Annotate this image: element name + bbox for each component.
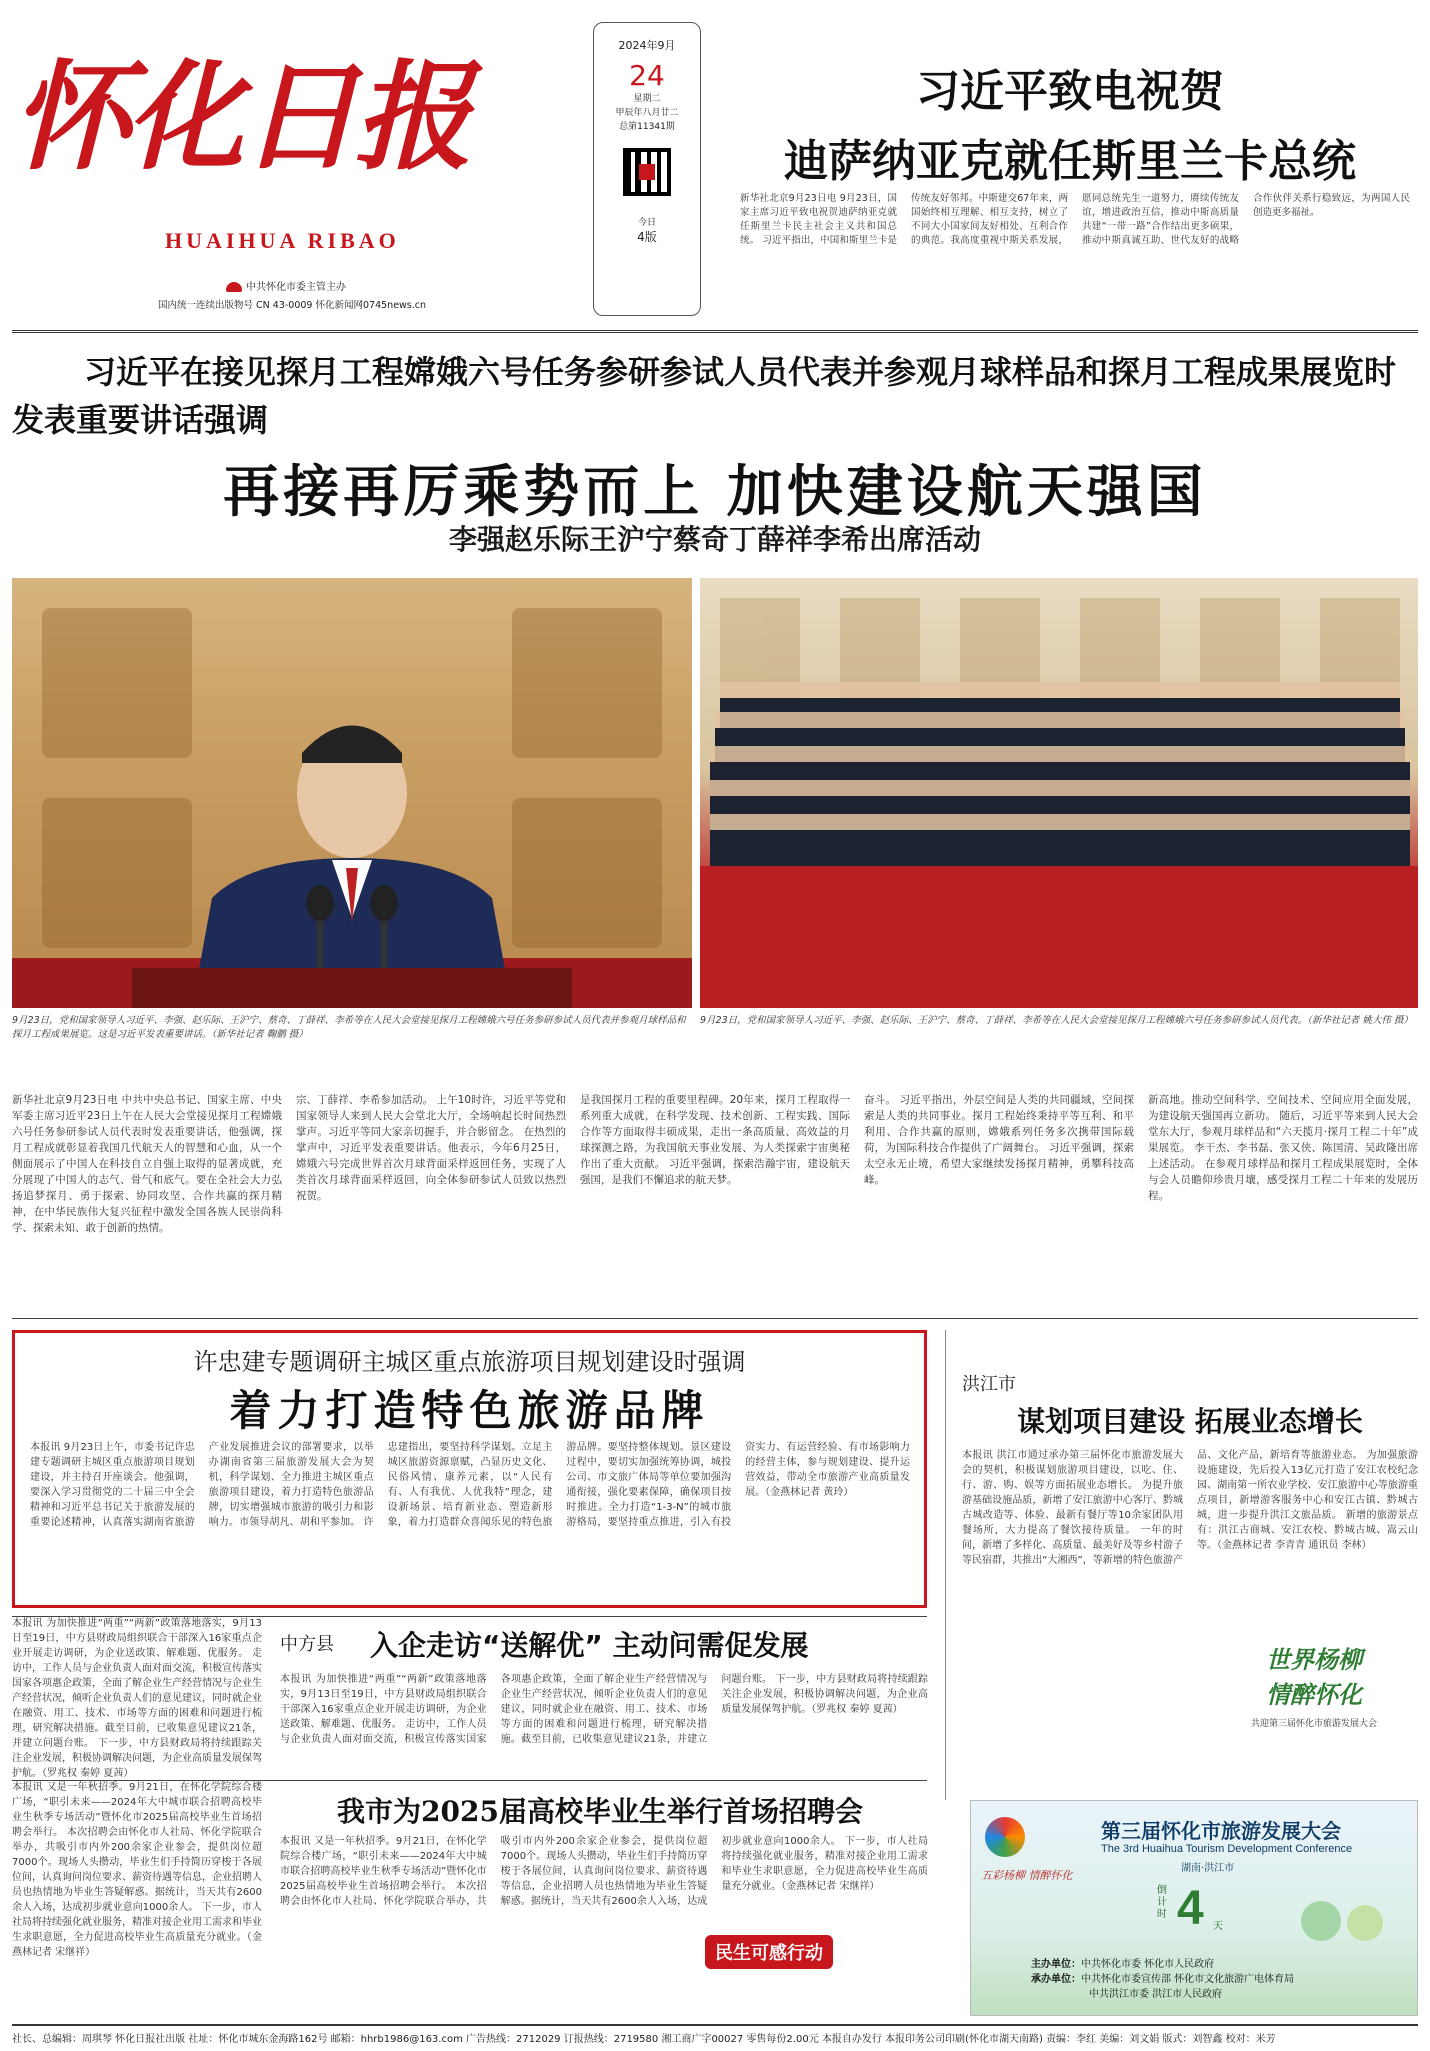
photo-group: [700, 578, 1418, 1008]
date-box: [593, 22, 701, 316]
lead2-headline: 再接再厉乘势而上 加快建设航天强国: [223, 460, 1207, 525]
date-year-month: 2024年9月: [618, 39, 676, 52]
tourism-body: 本报讯 9月23日上午，市委书记许忠建专题调研主城区重点旅游项目规划建设，并主持召开座谈会。他强调，要深入学习贯彻党的二十届三中全会精神和习近平总书记关于旅游发展的重要论述精神，认真落实湖南省旅游产业发展推进会议的部署要求，以举办湖南省第三届旅游发展大会为契机，科学谋划、全力推进主城区重点旅游项目建设，着力打造特色旅游品牌，切实增强城市旅游的吸引力和影响力。市领导胡凡、胡和平参加。 许忠建指出，要坚持科学谋划。立足主城区旅游资源禀赋，凸显历史文化、民俗风情、康养元素，以“人民有有、人有我优、人优我特”理念，建设新场景、培育新业态、塑造新形象，着力打造群众喜闻乐见的特色旅游品牌。要坚持整体规划。景区建设过程中，要切实加强统筹协调，城投公司、市文旅广体局等单位要加强沟通衔接，强化要素保障，确保项目按时推进。全力打造“1-3-N”的城市旅游格局，要坚持重点推进，引入有投资实力、有运营经验、有市场影响力的经营主体，参与规划建设、提升运营效益，带动全市旅游产业高质量发展。（金燕林记者 黄玲）: [30, 1442, 910, 1528]
lead2-kicker: 习近平在接见探月工程嫦娥六号任务参研参试人员代表并参观月球样品和探月工程成果展览时发表重要讲话强调: [12, 353, 1397, 439]
host-names: 中共怀化市委宣传部 怀化市文化旅游广电体育局: [1081, 1974, 1295, 1985]
photo-speech: [12, 578, 692, 1008]
mascot-icon: [1301, 1901, 1341, 1941]
conference-organizers: 主办单位：中共怀化市委 怀化市人民政府 承办单位：中共怀化市委宣传部 怀化市文化旅游广电体育局 中共洪江市委 洪江市人民政府: [1031, 1959, 1295, 2000]
qr-code-icon[interactable]: [623, 148, 671, 196]
countdown-value: 4: [1177, 1882, 1204, 1935]
conference-slogan: 五彩杨柳 情醉怀化: [981, 1869, 1073, 1882]
publisher-logo-icon: [226, 282, 242, 292]
lead2-subhead: 李强赵乐际王沪宁蔡奇丁薛祥李希出席活动: [448, 523, 981, 556]
organizer-names: 中共怀化市委 怀化市人民政府: [1081, 1959, 1215, 1970]
jobs-headline: 我市为2025届高校毕业生举行首场招聘会: [337, 1795, 863, 1828]
zhongfang-place: 中方县: [280, 1634, 334, 1655]
countdown-label: 倒计时: [1157, 1885, 1167, 1920]
jobs-badge: [705, 1935, 833, 1969]
conference-logo-icon: [985, 1817, 1025, 1857]
lead1-body: 新华社北京9月23日电 9月23日，国家主席习近平致电祝贺迪萨纳亚克就任斯里兰卡民主社会主义共和国总统。 习近平指出，中国和斯里兰卡是传统友好邻邦。中斯建交67年来，两国始终相互理解、相互支持，树立了不同大小国家间友好相处、互利合作的典范。我高度重视中斯关系发展，愿同总统先生一道努力，赓续传统友谊，增进政治互信，推动中斯高质量共建“一带一路”合作结出更多硕果，推动中斯真诚互助、世代友好的战略合作伙伴关系行稳致远，为两国人民创造更多福祉。: [740, 193, 1410, 246]
mascot-2-icon: [1347, 1905, 1383, 1941]
tourism-headline: 着力打造特色旅游品牌: [229, 1386, 710, 1435]
conference-location: 湖南·洪江市: [1181, 1863, 1235, 1874]
date-lunar: 甲辰年八月廿二: [615, 108, 679, 118]
conference-title-en: The 3rd Huaihua Tourism Development Conference: [1101, 1843, 1353, 1855]
slogan-line2: 情醉怀化: [1266, 1680, 1362, 1709]
lead2-col-5: 新高地。推动空间科学、空间技术、空间应用全面发展，为建设航天强国再立新功。 随后，习近平等来到人民大会堂东大厅，参观月球样品和“六天揽月·探月工程二十年”成果展览。 李干杰、李书磊、张又侠、陈国清、吴政隆出席上述活动。 在参观月球样品和探月工程成果展览时，全体与会人员瞻仰珍贵月壤，感受探月工程二十年来的发展历程。: [1148, 1094, 1418, 1202]
zhongfang-body-left: 本报讯 为加快推进“两重”“两新”政策落地落实，9月13日至19日，中方县财政局组织联合干部深入16家重点企业开展走访调研，为企业送政策、解难题、优服务。 走访中，工作人员与企业负责人面对面交流，积极宣传落实国家各项惠企政策，全面了解企业生产经营情况与企业生产经营状况，倾听企业负责人们的意见建议，同时就企业在融资、用工、技术、市场等方面的困难和问题进行梳理，研究解决措施。截至目前，已收集意见建议21条，并建立问题台账。 下一步，中方县财政局将持续跟踪关注企业发展，积极协调解决问题，为企业高质量发展保驾护航。（罗兆权 秦婷 夏茜）: [12, 1618, 262, 1779]
lead2-col-4: 奋斗。 习近平指出，外层空间是人类的共同疆域，空间探索是人类的共同事业。探月工程始终秉持平等互利、和平利用、合作共赢的原则，嫦娥系列任务多次携带国际载荷，为国际科技合作提供了广阔舞台。 习近平强调，探索太空永无止境，希望大家继续发扬探月精神，勇攀科技高峰。: [864, 1094, 1134, 1186]
lead2-col-1: 新华社北京9月23日电 中共中央总书记、国家主席、中央军委主席习近平23日上午在人民大会堂接见探月工程嫦娥六号任务参研参试人员代表时发表重要讲话，他强调，探月工程成就彰显着我国几代航天人的智慧和心血，从一个侧面展示了中国人在科技自立自强上取得的显著成就，充分展现了中国人的志气、骨气和底气。要在全社会大力弘扬追梦探月、勇于探索、协同攻坚、合作共赢的探月精神，在中华民族伟大复兴征程中激发全国各族人民崇尚科学、探索未知、敢于创新的热情。: [12, 1094, 282, 1234]
hongjiang-place: 洪江市: [962, 1374, 1016, 1395]
lead2-col-3: 是我国探月工程的重要里程碑。20年来，探月工程取得一系列重大成就，在科学发现、技术创新、工程实践、国际合作等方面取得丰硕成果，走出一条高质量、高效益的月球探测之路，为我国航天事业发展、为人类探索宇宙奥秘作出了重大贡献。 习近平强调，探索浩瀚宇宙，建设航天强国，是我们不懈追求的航天梦。: [580, 1094, 850, 1186]
publisher-line: 中共怀化市委主管主办: [226, 278, 346, 293]
issue-number: 总第11341期: [619, 122, 675, 132]
zhongfang-body: 本报讯 为加快推进“两重”“两新”政策落地落实，9月13日至19日，中方县财政局组织联合干部深入16家重点企业开展走访调研，为企业送政策、解难题、优服务。 走访中，工作人员与企业负责人面对面交流，积极宣传落实国家各项惠企政策，全面了解企业生产经营情况与企业生产经营状况，倾听企业负责人们的意见建议，同时就企业在融资、用工、技术、市场等方面的困难和问题进行梳理，研究解决措施。截至目前，已收集意见建议21条，并建立问题台账。 下一步，中方县财政局将持续跟踪关注企业发展，积极协调解决问题，为企业高质量发展保驾护航。（罗兆权 秦婷 夏茜）: [280, 1674, 928, 1745]
date-weekday: 星期二: [633, 94, 661, 104]
slogan-ad: [1210, 1640, 1418, 1780]
caption-right: 9月23日，党和国家领导人习近平、李强、赵乐际、王沪宁、蔡奇、丁薛祥、李希等在人民大会堂接见探月工程嫦娥六号任务参研参试人员代表。（新华社记者 姚大伟 摄）: [700, 1015, 1413, 1026]
lead2-col-2: 宗、丁薛祥、李希参加活动。 上午10时许，习近平等党和国家领导人来到人民大会堂北大厅，全场响起长时间热烈掌声。习近平等同大家亲切握手，并合影留念。 在热烈的掌声中，习近平发表重要讲话。他表示，今年6月25日，嫦娥六号完成世界首次月球背面采样返回任务，实现了人类首次月球背面采样返回，向全体参研参试人员致以热烈祝贺。: [296, 1094, 566, 1202]
group-illustration: [700, 578, 1418, 1008]
host-names-2: 中共洪江市委 洪江市人民政府: [1089, 1989, 1223, 2000]
masthead-divider: [12, 330, 1418, 333]
conference-title: 第三届怀化市旅游发展大会: [1101, 1819, 1341, 1843]
masthead-pinyin: HUAIHUA RIBAO: [165, 228, 400, 253]
date-day: 24: [629, 59, 665, 92]
speech-illustration: [12, 578, 692, 1008]
masthead-title: 怀化日报: [12, 47, 469, 186]
lead1-headline-line2: 迪萨纳亚克就任斯里兰卡总统: [784, 136, 1356, 187]
countdown-unit: 天: [1213, 1921, 1223, 1932]
jobs-body-left: 本报讯 又是一年秋招季。9月21日，在怀化学院综合楼广场，“职引未来——2024年大中城市联合招聘高校毕业生秋季专场活动”暨怀化市2025届高校毕业生首场招聘会举行。 本次招聘会由怀化市人社局、怀化学院联合举办，共吸引市内外200余家企业参会，提供岗位超7000个。现场人头攒动，毕业生们手持简历穿梭于各展位间，认真询问岗位要求、薪资待遇等信息，企业招聘人员也热情地为毕业生答疑解惑。据统计，当天共有2600余人入场，达成初步就业意向1000余人。 下一步，市人社局将持续强化就业服务，精准对接企业用工需求和毕业生求职意愿，全力促进高校毕业生高质量充分就业。（金燕林记者 宋继祥）: [12, 1782, 262, 1958]
hongjiang-headline: 谋划项目建设 拓展业态增长: [1017, 1405, 1363, 1438]
conference-ad: [970, 1800, 1418, 2016]
column-divider: [945, 1330, 946, 1800]
slogan-line1: 世界杨柳: [1266, 1645, 1362, 1674]
minsheng-badge: 民生可感行动: [705, 1935, 833, 1969]
jobs-body: 本报讯 又是一年秋招季。9月21日，在怀化学院综合楼广场，“职引未来——2024年大中城市联合招聘高校毕业生秋季专场活动”暨怀化市2025届高校毕业生首场招聘会举行。 本次招聘会由怀化市人社局、怀化学院联合举办，共吸引市内外200余家企业参会，提供岗位超7000个。现场人头攒动，毕业生们手持简历穿梭于各展位间，认真询问岗位要求、薪资待遇等信息，企业招聘人员也热情地为毕业生答疑解惑。据统计，当天共有2600余人入场，达成初步就业意向1000余人。 下一步，市人社局将持续强化就业服务，精准对接企业用工需求和毕业生求职意愿，全力促进高校毕业生高质量充分就业。（金燕林记者 宋继祥）: [280, 1836, 928, 1907]
today-label: 今日: [637, 218, 656, 228]
slogan-sub: 共迎第三届怀化市旅游发展大会: [1250, 1719, 1377, 1729]
section-divider: [12, 1318, 1418, 1319]
lead1-headline-line1: 习近平致电祝贺: [916, 66, 1224, 117]
tourism-kicker: 许忠建专题调研主城区重点旅游项目规划建设时强调: [193, 1348, 746, 1376]
lead2-body: [12, 1092, 1418, 1302]
caption-left: 9月23日，党和国家领导人习近平、李强、赵乐际、王沪宁、蔡奇、丁薛祥、李希等在人民大会堂接见探月工程嫦娥六号任务参研参试人员代表并参观月球样品和探月工程成果展览。这是习近平发表重要讲话。（新华社记者 鞠鹏 摄）: [12, 1015, 686, 1040]
cn-number-line: 国内统一连续出版物号 CN 43-0009 怀化新闻网0745news.cn: [158, 300, 427, 311]
footer-imprint: 社长、总编辑：周琪琴 怀化日报社出版 社址：怀化市城东金海路162号 邮箱：hhrb1986@163.com 广告热线：2712029 订报热线：2719580 湘工商广字00027 零售每份2.00元 本报自办发行 本报印务公司印刷(怀化市湖天南路) 责编：李红 美编：刘文娟 版式：刘智鑫 校对：米芳: [12, 2024, 1418, 2045]
hongjiang-body: 本报讯 洪江市通过承办第三届怀化市旅游发展大会的契机，积极谋划旅游项目建设，以吃、住、行、游、购、娱等方面拓展业态增长。 为提升旅游基础设施品质，新增了安江旅游中心客厅、黔城古城改造等、体验、最新有餐厅等10余家团队用餐场所，大力提高了餐饮接待质量。 一年的时间，新增了多样化、高质量、最美好及等乡村游子等民宿群，共推出“大湘西”，等新增的特色旅游产品、文化产品，新培育等旅游业态。 为加强旅游设施建设，先后投入13亿元打造了安江农校纪念园、湖南第一所农业学校、安江旅游中心等旅游重点项目，新增游客服务中心和安江古镇、黔城古城，进一步提升洪江文旅品质。 新增的旅游景点有：洪江古商城、安江农校、黔城古城、嵩云山等。（金燕林记者 李青青 通讯员 李林）: [962, 1450, 1418, 1566]
page-count: 4版: [637, 230, 657, 244]
zhongfang-headline: 入企走访“送解优” 主动问需促发展: [370, 1629, 809, 1662]
